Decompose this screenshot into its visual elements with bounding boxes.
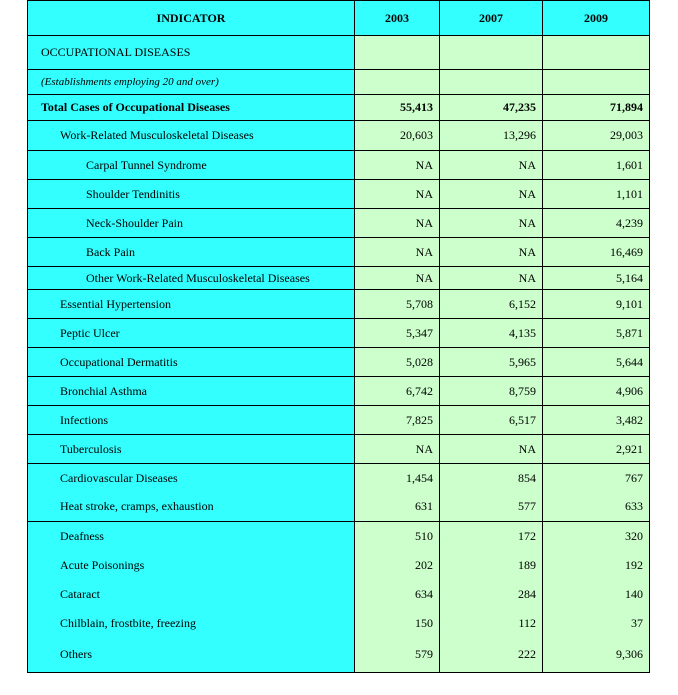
indicator-header: INDICATOR — [28, 1, 355, 36]
year-header-2009: 2009 — [543, 1, 650, 36]
value-2003: 5,347 — [355, 319, 440, 348]
value-2009: 5,871 — [543, 319, 650, 348]
value-2003: 510 — [355, 522, 440, 551]
row-label: Carpal Tunnel Syndrome — [28, 151, 355, 180]
value-2007: 854 — [440, 464, 543, 493]
value-2007: 189 — [440, 551, 543, 580]
table-row — [28, 290, 650, 319]
value-2009: 4,906 — [543, 377, 650, 406]
value-2009: 37 — [543, 609, 650, 638]
table-row — [28, 435, 650, 464]
value-2003: 150 — [355, 609, 440, 638]
empty-cell — [543, 36, 650, 70]
empty-cell — [543, 70, 650, 95]
table-row — [28, 522, 650, 551]
table-row — [28, 209, 650, 238]
table-row — [28, 609, 650, 638]
table-row — [28, 348, 650, 377]
value-2009: 3,482 — [543, 406, 650, 435]
value-2007: 4,135 — [440, 319, 543, 348]
row-label: Infections — [28, 406, 355, 435]
table-row — [28, 377, 650, 406]
table-row — [28, 319, 650, 348]
value-2003: 5,708 — [355, 290, 440, 319]
year-header-2003: 2003 — [355, 1, 440, 36]
value-2007: NA — [440, 151, 543, 180]
section-title: OCCUPATIONAL DISEASES — [28, 36, 355, 70]
value-2003: 6,742 — [355, 377, 440, 406]
row-label: Bronchial Asthma — [28, 377, 355, 406]
occupational-diseases-table — [27, 0, 650, 673]
value-2009: 633 — [543, 493, 650, 522]
row-label: Cardiovascular Diseases — [28, 464, 355, 493]
row-label: Total Cases of Occupational Diseases — [28, 95, 355, 121]
value-2003: 20,603 — [355, 121, 440, 151]
value-2003: NA — [355, 209, 440, 238]
row-label: Others — [28, 638, 355, 673]
row-label: Cataract — [28, 580, 355, 609]
table-row — [28, 151, 650, 180]
value-2007: NA — [440, 267, 543, 290]
table-row — [28, 638, 650, 673]
row-label: Heat stroke, cramps, exhaustion — [28, 493, 355, 522]
value-2003: 579 — [355, 638, 440, 673]
value-2003: NA — [355, 151, 440, 180]
value-2009: 1,101 — [543, 180, 650, 209]
value-2009: 29,003 — [543, 121, 650, 151]
table-row — [28, 267, 650, 290]
value-2007: NA — [440, 180, 543, 209]
value-2003: NA — [355, 180, 440, 209]
row-label: Back Pain — [28, 238, 355, 267]
table-row — [28, 551, 650, 580]
value-2009: 1,601 — [543, 151, 650, 180]
value-2003: 631 — [355, 493, 440, 522]
value-2009: 2,921 — [543, 435, 650, 464]
value-2007: 112 — [440, 609, 543, 638]
empty-cell — [355, 36, 440, 70]
value-2009: 140 — [543, 580, 650, 609]
table-row — [28, 406, 650, 435]
section-note: (Establishments employing 20 and over) — [28, 70, 355, 95]
value-2009: 320 — [543, 522, 650, 551]
table-row — [28, 121, 650, 151]
value-2003: 202 — [355, 551, 440, 580]
header-row — [28, 1, 650, 36]
value-2003: 1,454 — [355, 464, 440, 493]
value-2007: 284 — [440, 580, 543, 609]
row-label: Deafness — [28, 522, 355, 551]
row-label: Peptic Ulcer — [28, 319, 355, 348]
value-2003: 5,028 — [355, 348, 440, 377]
value-2007: 6,517 — [440, 406, 543, 435]
value-2007: NA — [440, 238, 543, 267]
value-2007: 47,235 — [440, 95, 543, 121]
value-2009: 4,239 — [543, 209, 650, 238]
value-2007: 172 — [440, 522, 543, 551]
value-2009: 16,469 — [543, 238, 650, 267]
table-row — [28, 464, 650, 493]
table-row — [28, 238, 650, 267]
value-2007: NA — [440, 435, 543, 464]
empty-cell — [440, 70, 543, 95]
value-2007: NA — [440, 209, 543, 238]
value-2007: 8,759 — [440, 377, 543, 406]
value-2007: 577 — [440, 493, 543, 522]
row-label: Tuberculosis — [28, 435, 355, 464]
row-label: Other Work-Related Musculoskeletal Diseases — [28, 267, 355, 290]
table-row — [28, 180, 650, 209]
empty-cell — [355, 70, 440, 95]
table-row — [28, 580, 650, 609]
value-2009: 9,306 — [543, 638, 650, 673]
table-row — [28, 493, 650, 522]
value-2003: 55,413 — [355, 95, 440, 121]
value-2009: 71,894 — [543, 95, 650, 121]
value-2003: NA — [355, 238, 440, 267]
value-2007: 5,965 — [440, 348, 543, 377]
table-row — [28, 95, 650, 121]
value-2007: 6,152 — [440, 290, 543, 319]
value-2003: NA — [355, 435, 440, 464]
value-2007: 13,296 — [440, 121, 543, 151]
section-title-row — [28, 36, 650, 70]
year-header-2007: 2007 — [440, 1, 543, 36]
value-2009: 192 — [543, 551, 650, 580]
row-label: Work-Related Musculoskeletal Diseases — [28, 121, 355, 151]
value-2003: 7,825 — [355, 406, 440, 435]
row-label: Occupational Dermatitis — [28, 348, 355, 377]
section-note-row — [28, 70, 650, 95]
value-2009: 767 — [543, 464, 650, 493]
row-label: Shoulder Tendinitis — [28, 180, 355, 209]
value-2009: 5,644 — [543, 348, 650, 377]
value-2003: 634 — [355, 580, 440, 609]
value-2003: NA — [355, 267, 440, 290]
row-label: Neck-Shoulder Pain — [28, 209, 355, 238]
value-2007: 222 — [440, 638, 543, 673]
value-2009: 5,164 — [543, 267, 650, 290]
row-label: Essential Hypertension — [28, 290, 355, 319]
empty-cell — [440, 36, 543, 70]
value-2009: 9,101 — [543, 290, 650, 319]
row-label: Chilblain, frostbite, freezing — [28, 609, 355, 638]
row-label: Acute Poisonings — [28, 551, 355, 580]
